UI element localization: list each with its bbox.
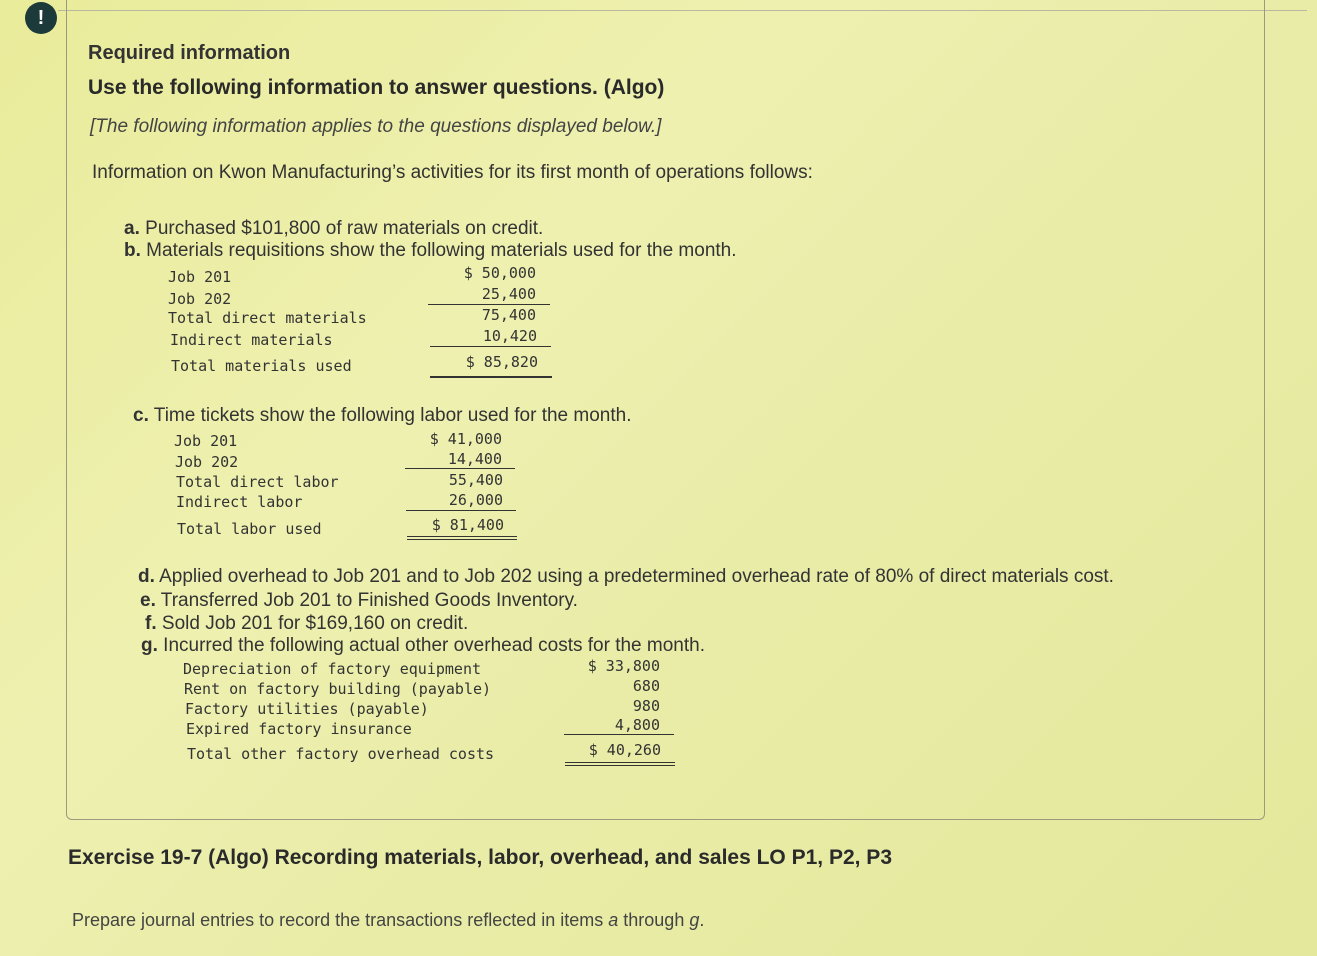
table-row: Expired factory insurance [186, 720, 412, 738]
table-cell-amount: $ 41,000 [429, 430, 502, 448]
item-e-text: Transferred Job 201 to Finished Goods Inventory. [160, 590, 578, 611]
table-cell-amount: $ 40,260 [588, 741, 661, 759]
prepare-prefix: Prepare journal entries to record the transactions reflected in items [72, 910, 609, 930]
table-cell-amount: 26,000 [448, 491, 503, 509]
item-a [124, 218, 543, 240]
subtotal-rule [405, 468, 515, 469]
table-cell-amount: $ 85,820 [465, 353, 538, 371]
table-row: Job 201 [168, 268, 232, 286]
table-row: Depreciation of factory equipment [183, 660, 482, 678]
item-b-text: Materials requisitions show the following materials used for the month. [146, 240, 737, 261]
table-row: Total direct materials [168, 309, 367, 327]
table-cell-amount: 980 [632, 697, 660, 715]
item-g-letter: g. [141, 635, 158, 656]
table-cell-amount: $ 33,800 [587, 657, 660, 675]
item-a-text: Purchased $101,800 of raw materials on credit. [145, 218, 544, 239]
subtotal-rule [564, 734, 674, 735]
total-double-rule [565, 762, 675, 766]
item-b [124, 240, 737, 262]
table-cell-amount: 75,400 [481, 306, 536, 324]
total-rule [430, 376, 552, 378]
item-g [141, 635, 705, 657]
item-d-text: Applied overhead to Job 201 and to Job 202 using a predetermined overhead rate of 80% of direct materials cost. [159, 566, 1114, 587]
item-e-letter: e. [140, 590, 156, 611]
alert-icon: ! [25, 2, 57, 34]
table-row: Indirect labor [176, 493, 303, 511]
item-c-letter: c. [133, 405, 149, 426]
prepare-item-a: a [608, 910, 619, 930]
table-row: Total direct labor [176, 473, 339, 491]
table-row: Job 201 [174, 432, 238, 450]
item-c-text: Time tickets show the following labor used for the month. [153, 405, 632, 426]
prepare-item-g: g [689, 910, 700, 930]
intro-text: Information on Kwon Manufacturing’s activities for its first month of operations follows: [92, 162, 813, 183]
item-d-letter: d. [138, 566, 155, 587]
item-f-letter: f. [145, 613, 157, 634]
table-cell-amount: 25,400 [481, 285, 536, 303]
item-b-letter: b. [124, 240, 141, 261]
subtotal-rule [430, 346, 551, 347]
subtotal-rule [428, 304, 550, 305]
prepare-end: . [699, 910, 705, 930]
table-cell-amount: 4,800 [614, 716, 660, 734]
required-heading: Required information [88, 42, 291, 64]
table-row: Indirect materials [170, 331, 333, 349]
table-row: Job 202 [175, 453, 239, 471]
table-cell-amount: 14,400 [447, 450, 502, 468]
table-row: Factory utilities (payable) [185, 700, 429, 718]
prepare-mid: through [618, 910, 690, 930]
table-cell-amount: 10,420 [482, 327, 537, 345]
table-row: Total other factory overhead costs [187, 745, 495, 763]
table-row: Total materials used [171, 357, 352, 375]
applies-note: [The following information applies to the questions displayed below.] [90, 116, 662, 137]
item-c [133, 405, 632, 427]
table-row: Rent on factory building (payable) [184, 680, 492, 698]
table-cell-amount: 680 [632, 677, 660, 695]
subtotal-rule [406, 510, 516, 511]
item-f [145, 613, 468, 635]
table-row: Job 202 [168, 290, 232, 308]
table-row: Total labor used [177, 520, 322, 538]
prepare-instructions [72, 910, 704, 931]
item-g-text: Incurred the following actual other overhead costs for the month. [163, 635, 705, 656]
item-e [140, 590, 578, 612]
item-a-letter: a. [124, 218, 140, 239]
table-cell-amount: 55,400 [448, 471, 503, 489]
exercise-title: Exercise 19-7 (Algo) Recording materials, labor, overhead, and sales LO P1, P2, P3 [68, 846, 892, 869]
item-d [138, 566, 1114, 588]
use-following-heading: Use the following information to answer questions. (Algo) [88, 76, 665, 99]
item-f-text: Sold Job 201 for $169,160 on credit. [161, 613, 469, 634]
table-cell-amount: $ 81,400 [431, 516, 504, 534]
total-double-rule [407, 536, 517, 540]
table-cell-amount: $ 50,000 [463, 264, 536, 282]
